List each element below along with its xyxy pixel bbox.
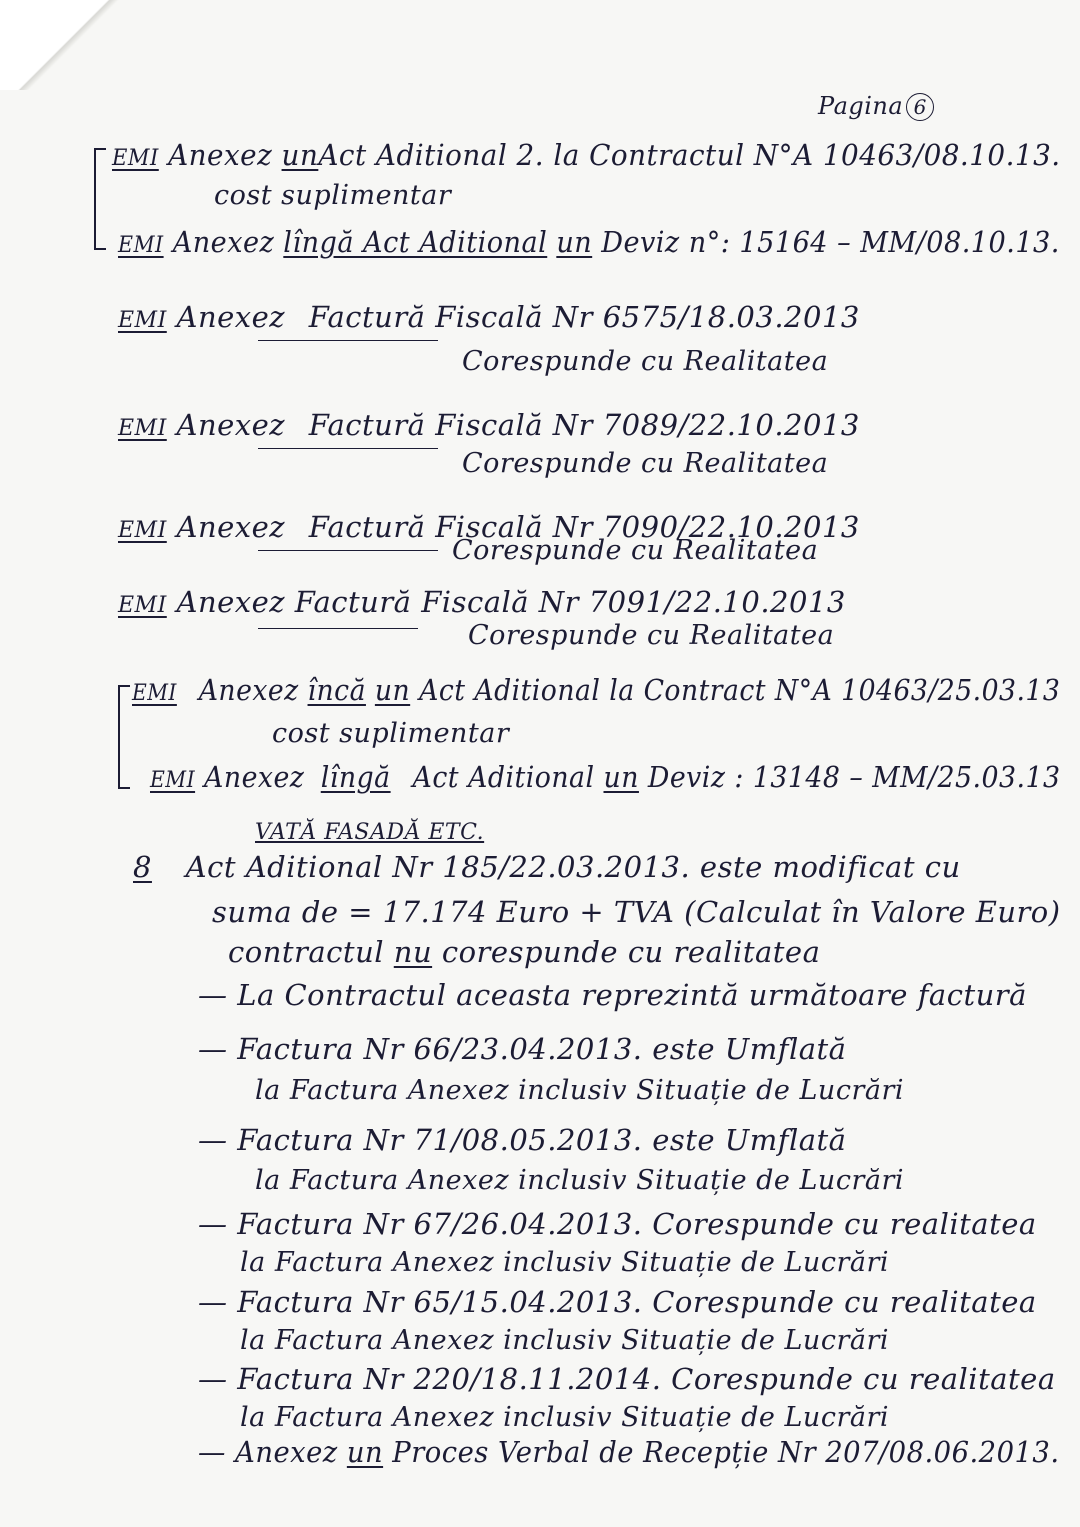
bracket-left (94, 148, 106, 250)
text: Factură (308, 300, 426, 334)
text: Fiscală Nr 7091/22.10.2013 (421, 585, 846, 619)
text: Fiscală Nr 7090/22.10.2013 (435, 510, 860, 544)
text: Deviz n°: 15164 – MM/08.10.13. (601, 225, 1060, 259)
text: — Anexez (198, 1435, 338, 1469)
text: un (374, 673, 411, 707)
text: Anexez (176, 585, 286, 619)
line-7: Corespunde cu Realitatea (462, 448, 829, 479)
emi-tag: EMI (150, 768, 196, 793)
underline (258, 628, 418, 629)
line-1 (112, 138, 1061, 172)
line-10 (118, 585, 846, 619)
text: corespunde cu realitatea (441, 935, 821, 969)
text: Act Aditional 2. la Contractul N°A 10463/08.10.13. (318, 138, 1061, 172)
emi-tag: EMI (118, 518, 167, 543)
line-6 (118, 408, 860, 442)
line-15: VATĂ FASADĂ ETC. (255, 820, 485, 845)
line-29: la Factura Anexez inclusiv Situație de Lucrări (240, 1402, 889, 1433)
text: un (603, 760, 639, 794)
text: Act Aditional la Contract N°A 10463/25.03.13 (419, 673, 1061, 707)
line-23: la Factura Anexez inclusiv Situație de Lucrări (255, 1165, 904, 1196)
line-30 (198, 1435, 1060, 1469)
line-25: la Factura Anexez inclusiv Situație de Lucrări (240, 1247, 889, 1278)
line-5: Corespunde cu Realitatea (462, 346, 829, 377)
line-18 (228, 935, 820, 969)
underline (258, 448, 438, 449)
text: Anexez (198, 673, 299, 707)
section-number: 8 (133, 850, 152, 884)
emi-tag: EMI (112, 146, 159, 171)
line-20: — Factura Nr 66/23.04.2013. este Umflată (198, 1032, 847, 1066)
underline (258, 550, 438, 551)
text: Act Aditional (412, 760, 595, 794)
line-16 (133, 850, 961, 884)
text: Anexez (168, 138, 273, 172)
line-17: suma de = 17.174 Euro + TVA (Calculat în Valore Euro) (212, 895, 1061, 929)
emi-tag: EMI (118, 593, 167, 618)
folded-corner (0, 0, 130, 90)
text: Anexez (176, 510, 286, 544)
line-28: — Factura Nr 220/18.11.2014. Corespunde cu realitatea (198, 1362, 1056, 1396)
page-number-circle: 6 (906, 93, 934, 121)
text: contractul (228, 935, 385, 969)
text: un (556, 225, 593, 259)
page-number (818, 92, 934, 121)
line-2: cost suplimentar (214, 180, 452, 211)
line-3 (118, 225, 1060, 259)
line-13: cost suplimentar (272, 718, 510, 749)
text: Proces Verbal de Recepție Nr 207/08.06.2013. (392, 1435, 1060, 1469)
text: Anexez (176, 408, 286, 442)
text: Anexez (176, 300, 286, 334)
text: Factură (308, 408, 426, 442)
page-label: Pagina (818, 92, 904, 120)
line-24: — Factura Nr 67/26.04.2013. Corespunde cu realitatea (198, 1207, 1037, 1241)
text: lîngă (320, 760, 391, 794)
line-4 (118, 300, 860, 334)
text: Fiscală Nr 7089/22.10.2013 (435, 408, 860, 442)
text: Anexez (172, 225, 275, 259)
text: Factură (294, 585, 412, 619)
text: Fiscală Nr 6575/18.03.2013 (435, 300, 860, 334)
line-11: Corespunde cu Realitatea (468, 620, 835, 651)
line-22: — Factura Nr 71/08.05.2013. este Umflată (198, 1123, 847, 1157)
text: Act Aditional Nr 185/22.03.2013. este modificat cu (185, 850, 961, 884)
text: un (346, 1435, 384, 1469)
line-27: la Factura Anexez inclusiv Situație de Lucrări (240, 1325, 889, 1356)
text: un (281, 138, 319, 172)
emi-tag: EMI (118, 308, 167, 333)
line-19: — La Contractul aceasta reprezintă următoare factură (198, 978, 1027, 1012)
text: lîngă Act Aditional (283, 225, 548, 259)
line-12 (132, 673, 1060, 707)
text: nu (393, 935, 433, 969)
text: Factură (308, 510, 426, 544)
line-14 (150, 760, 1061, 794)
underline (258, 340, 438, 341)
bracket-left (118, 685, 130, 789)
line-9: Corespunde cu Realitatea (452, 535, 819, 566)
emi-tag: EMI (132, 681, 177, 706)
line-21: la Factura Anexez inclusiv Situație de Lucrări (255, 1075, 904, 1106)
emi-tag: EMI (118, 233, 164, 258)
text: Anexez (204, 760, 305, 794)
line-26: — Factura Nr 65/15.04.2013. Corespunde cu realitatea (198, 1285, 1037, 1319)
emi-tag: EMI (118, 416, 167, 441)
text: încă (307, 673, 366, 707)
text: Deviz : 13148 – MM/25.03.13 (647, 760, 1061, 794)
